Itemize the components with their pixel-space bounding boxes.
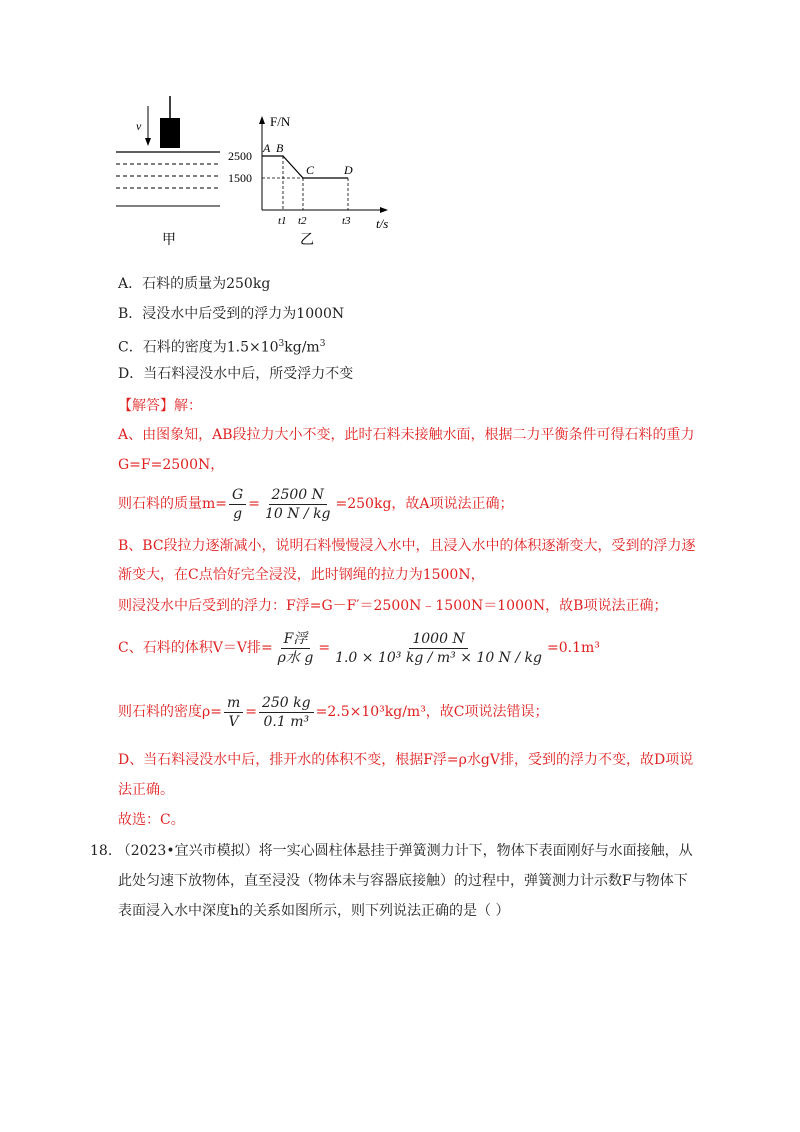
frac-num: 1000 N [409,630,467,649]
right-label: 乙 [300,232,314,248]
answer-c2-prefix: 则石料的密度ρ= [118,704,222,720]
answer-a2: G=F=2500N， [118,457,225,473]
frac-den: 10 N / kg [264,505,331,522]
answer-c1 [118,628,600,668]
answer-d2: 法正确。 [118,782,174,798]
q18-line2: 此处匀速下放物体，直至浸没（物体未与容器底接触）的过程中，弹簧测力计示数F与物体下 [118,873,688,889]
answer-b3: 则浸没水中后受到的浮力：F浮=G－F′＝2500N﹣1500N＝1000N，故B项说法正确； [118,598,668,614]
frac-volume [332,630,545,667]
x-axis-label: t/s [376,216,389,231]
x-tick-t3: t3 [342,215,351,227]
answer-b1: B、BC段拉力逐渐减小，说明石料慢慢浸入水中，且浸入水中的体积逐渐变大，受到的浮力逐 [118,538,696,554]
frac-g-over-g [229,486,246,523]
answer-choice: 故选：C。 [118,812,185,828]
equals: = [318,640,331,656]
point-a: A [263,141,271,155]
frac-mass [262,486,334,523]
frac-den: V [228,713,239,730]
x-axis-arrow [380,207,388,213]
frac-den: ρ水 g [277,649,314,666]
equals: = [245,704,257,720]
frac-m-over-v [224,694,243,731]
answer-c2-suffix: =2.5×10³kg/m³，故C项说法错误； [315,704,549,720]
option-c-prefix: C．石料的密度为1.5×10 [118,339,279,356]
frac-num: 250 kg [259,694,314,713]
option-c-exp2: 3 [319,339,326,349]
frac-num: 2500 N [269,486,327,505]
frac-buoyancy [275,630,317,667]
figure-svg [110,92,410,252]
y-tick-2500: 2500 [228,149,252,163]
option-c-suffix: kg/m [284,339,320,356]
q18-line3: 表面浸入水中深度h的关系如图所示，则下列说法正确的是（ ） [118,903,510,919]
x-tick-t1: t1 [278,215,287,227]
option-a: A．石料的质量为250kg [118,276,271,292]
stone-block [160,118,180,148]
option-d: D．当石料浸没水中后，所受浮力不变 [118,366,354,382]
y-axis-arrow [259,116,265,124]
x-tick-t2: t2 [298,215,307,227]
answer-a3 [118,484,514,524]
answer-a3-suffix: =250kg，故A项说法正确； [335,496,514,512]
frac-num: F浮 [281,630,311,649]
frac-den: 0.1 m³ [263,713,310,730]
point-d: D [344,163,353,177]
answer-b2: 渐变大，在C点恰好完全浸没，此时钢绳的拉力为1500N， [118,567,485,583]
velocity-arrow-head [145,138,151,146]
answer-c1-prefix: C、石料的体积V＝V排 [118,640,261,656]
option-c [118,334,325,358]
equals: = [248,496,260,512]
frac-num: m [224,694,243,713]
frac-density [259,694,314,731]
force-curve [262,156,348,178]
answer-c2 [118,692,549,732]
frac-num: G [229,486,246,505]
point-b: B [276,141,284,155]
figure [110,92,410,252]
y-tick-1500: 1500 [228,171,252,185]
answer-header: 【解答】解： [118,398,202,414]
point-c: C [306,163,315,177]
option-c-exp: 3 [278,339,285,349]
frac-den: g [233,505,243,522]
option-b: B．浸没水中后受到的浮力为1000N [118,306,345,322]
equals: = [260,640,273,656]
frac-den: 1.0 × 10³ kg / m³ × 10 N / kg [335,649,542,666]
answer-a3-prefix: 则石料的质量m= [118,496,228,512]
answer-d1: D、当石料浸没水中后，排开水的体积不变，根据F浮=ρ水gV排，受到的浮力不变，故D项说 [118,752,694,768]
answer-c1-suffix: =0.1m³ [547,640,600,656]
y-axis-label: F/N [270,114,291,129]
left-label: 甲 [162,232,176,248]
velocity-label: v [136,119,142,133]
answer-a1: A、由图象知，AB段拉力大小不变，此时石料未接触水面，根据二力平衡条件可得石料的重力 [118,427,695,443]
q18-line1: 18. （2023•宜兴市模拟）将一实心圆柱体悬挂于弹簧测力计下，物体下表面刚好与水面接触，从 [90,843,693,859]
